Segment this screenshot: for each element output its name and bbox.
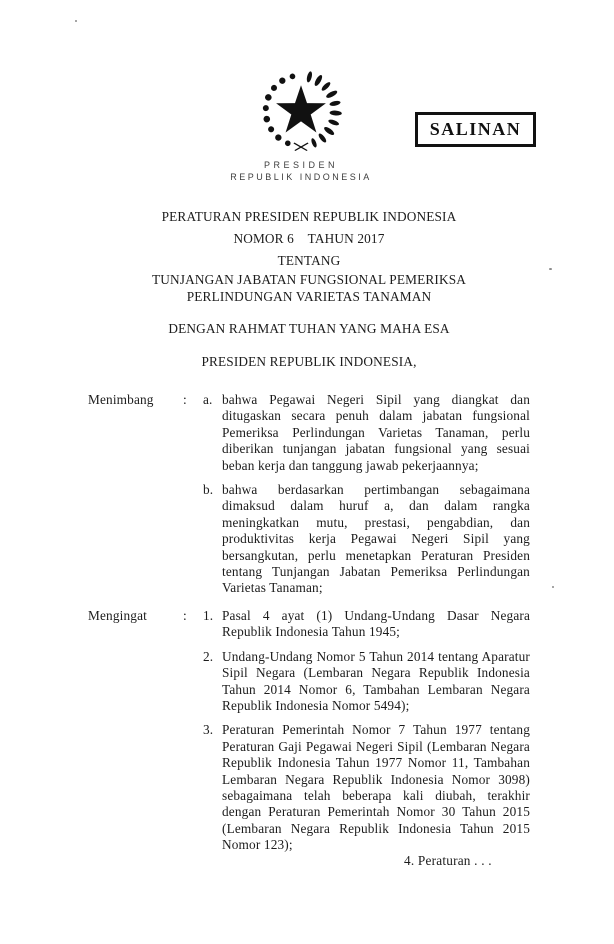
scan-speck	[552, 586, 554, 588]
item-marker: b.	[203, 482, 214, 498]
item-marker: a.	[203, 392, 213, 407]
consideration-item-b	[203, 482, 530, 597]
document-body	[88, 205, 530, 854]
considerations-colon: :	[183, 392, 187, 407]
legal-basis-label: Mengingat	[88, 607, 147, 623]
salinan-stamp-label: SALINAN	[429, 119, 522, 139]
legal-basis-colon: :	[183, 607, 187, 623]
legal-basis-item-3	[203, 722, 530, 853]
item-text: bahwa berdasarkan pertimbangan sebagaimana dimaksud dalam huruf a, dan dalam rangka meningkatkan mutu, prestasi, pengabdian, dan produktivitas kerja Pegawai Negeri Sipil yang bersangkutan, perlu menetapkan Peraturan Presiden tentang Tunjangan Jabatan Pemeriksa Perlindungan Varietas Tanaman;	[222, 482, 530, 596]
item-text: Pasal 4 ayat (1) Undang-Undang Dasar Negara Republik Indonesia Tahun 1945;	[222, 607, 530, 640]
item-text: bahwa Pegawai Negeri Sipil yang diangkat dan ditugaskan secara penuh dalam jabatan fungsional Pemeriksa Perlindungan Varietas Tanaman, perlu diberikan tunjangan jabatan fungsional yang sesuai beban kerja dan tanggung jawab pekerjaannya;	[222, 392, 530, 473]
letterhead-republik-indonesia: REPUBLIK INDONESIA	[230, 172, 372, 182]
scan-speck	[75, 20, 77, 22]
issuer-line: PRESIDEN REPUBLIK INDONESIA,	[201, 354, 417, 369]
legal-basis-section	[88, 608, 530, 854]
invocation-line: DENGAN RAHMAT TUHAN YANG MAHA ESA	[168, 321, 450, 336]
considerations-section	[88, 392, 530, 597]
legal-basis-items	[203, 608, 530, 854]
considerations-items	[203, 392, 530, 597]
tentang-label: TENTANG	[277, 253, 341, 268]
item-marker: 2.	[203, 648, 214, 664]
item-marker: 1.	[203, 607, 214, 623]
regulation-title: PERATURAN PRESIDEN REPUBLIK INDONESIA	[161, 209, 457, 224]
catchword-next-page: 4. Peraturan . . .	[404, 853, 492, 868]
consideration-item-a	[203, 392, 530, 474]
letterhead-presiden: PRESIDEN	[263, 160, 338, 170]
considerations-label: Menimbang	[88, 392, 154, 407]
item-marker: 3.	[203, 722, 214, 738]
letterhead	[0, 160, 602, 183]
salinan-stamp	[415, 112, 536, 147]
legal-basis-item-2	[203, 649, 530, 715]
subject-line-1: TUNJANGAN JABATAN FUNGSIONAL PEMERIKSA	[151, 272, 467, 287]
item-text: Undang-Undang Nomor 5 Tahun 2014 tentang Aparatur Sipil Negara (Lembaran Negara Republik Indonesia Tahun 2014 Nomor 6, Tambahan Lembaran Negara Republik Indonesia Nomor 5494);	[222, 648, 530, 713]
legal-basis-item-1	[203, 608, 530, 641]
subject-line-2: PERLINDUNGAN VARIETAS TANAMAN	[186, 289, 432, 304]
item-text: Peraturan Pemerintah Nomor 7 Tahun 1977 tentang Peraturan Gaji Pegawai Negeri Sipil (Lembaran Negara Republik Indonesia Tahun 1977 Nomor 11, Tambahan Lembaran Negara Republik Indonesia Nomor 3098) sebagaimana telah beberapa kali diubah, terakhir dengan Peraturan Pemerintah Nomor 30 Tahun 2015 (Lembaran Negara Republik Indonesia Tahun 2015 Nomor 123);	[222, 722, 530, 853]
presidential-star-wreath-emblem-icon	[254, 71, 348, 153]
regulation-number: NOMOR 6 TAHUN 2017	[233, 231, 385, 246]
scan-speck	[549, 268, 552, 270]
